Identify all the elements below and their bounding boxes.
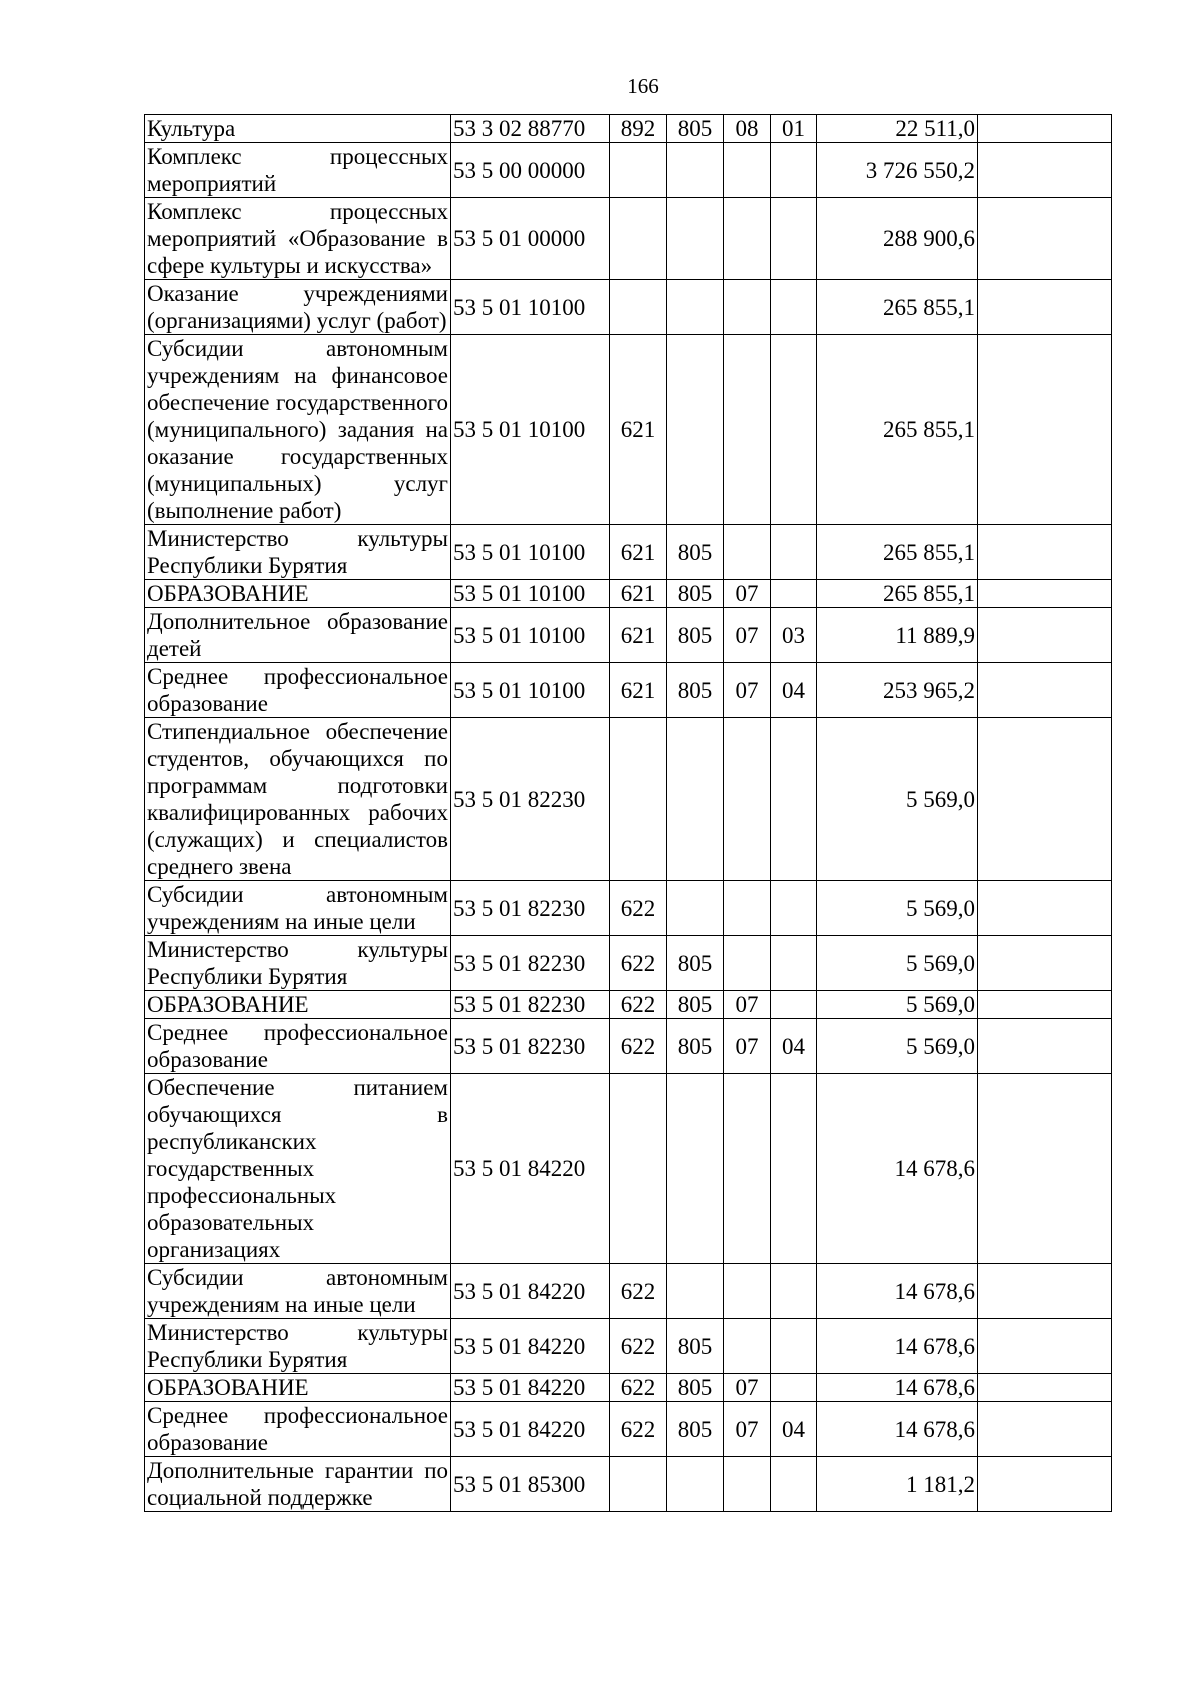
administrator-code: 805	[667, 1019, 724, 1074]
empty-cell	[978, 936, 1112, 991]
subsection-code	[771, 1074, 817, 1264]
empty-cell	[978, 991, 1112, 1019]
amount: 253 965,2	[817, 663, 978, 718]
amount: 1 181,2	[817, 1457, 978, 1512]
expense-type: 622	[610, 1264, 667, 1319]
empty-cell	[978, 1402, 1112, 1457]
subsection-code: 04	[771, 1019, 817, 1074]
empty-cell	[978, 1019, 1112, 1074]
subsection-code	[771, 1457, 817, 1512]
section-code	[724, 1264, 771, 1319]
table-row	[145, 335, 1112, 525]
budget-code: 53 5 01 84220	[451, 1319, 610, 1374]
empty-cell	[978, 115, 1112, 143]
table-row	[145, 1319, 1112, 1374]
empty-cell	[978, 608, 1112, 663]
administrator-code: 805	[667, 1402, 724, 1457]
empty-cell	[978, 1074, 1112, 1264]
empty-cell	[978, 663, 1112, 718]
amount: 265 855,1	[817, 580, 978, 608]
amount: 14 678,6	[817, 1264, 978, 1319]
table-row	[145, 608, 1112, 663]
empty-cell	[978, 198, 1112, 280]
section-code	[724, 1457, 771, 1512]
subsection-code	[771, 936, 817, 991]
administrator-code	[667, 1264, 724, 1319]
budget-code: 53 5 00 00000	[451, 143, 610, 198]
amount: 14 678,6	[817, 1319, 978, 1374]
section-code	[724, 335, 771, 525]
item-name: Оказание учреждениями (организациями) услуг (работ)	[145, 280, 451, 335]
budget-code: 53 5 01 85300	[451, 1457, 610, 1512]
budget-code: 53 5 01 82230	[451, 936, 610, 991]
item-name: Среднее профессиональное образование	[145, 1019, 451, 1074]
subsection-code: 01	[771, 115, 817, 143]
section-code	[724, 1074, 771, 1264]
item-name: Министерство культуры Республики Бурятия	[145, 936, 451, 991]
expense-type: 622	[610, 1374, 667, 1402]
subsection-code	[771, 198, 817, 280]
section-code	[724, 143, 771, 198]
budget-table	[144, 114, 1112, 1512]
item-name: Министерство культуры Республики Бурятия	[145, 525, 451, 580]
amount: 5 569,0	[817, 718, 978, 881]
table-body	[145, 115, 1112, 1512]
subsection-code	[771, 280, 817, 335]
budget-code: 53 5 01 10100	[451, 663, 610, 718]
item-name: Субсидии автономным учреждениям на иные цели	[145, 881, 451, 936]
budget-code: 53 5 01 84220	[451, 1074, 610, 1264]
subsection-code	[771, 991, 817, 1019]
administrator-code: 805	[667, 580, 724, 608]
section-code: 07	[724, 1374, 771, 1402]
subsection-code: 04	[771, 663, 817, 718]
budget-code: 53 5 01 82230	[451, 1019, 610, 1074]
section-code: 07	[724, 991, 771, 1019]
administrator-code: 805	[667, 1319, 724, 1374]
administrator-code	[667, 1457, 724, 1512]
subsection-code	[771, 718, 817, 881]
expense-type: 622	[610, 991, 667, 1019]
item-name: ОБРАЗОВАНИЕ	[145, 1374, 451, 1402]
expense-type: 621	[610, 663, 667, 718]
table-row	[145, 1019, 1112, 1074]
amount: 14 678,6	[817, 1374, 978, 1402]
budget-code: 53 5 01 84220	[451, 1402, 610, 1457]
budget-code: 53 5 01 82230	[451, 991, 610, 1019]
expense-type: 621	[610, 608, 667, 663]
expense-type: 621	[610, 525, 667, 580]
amount: 14 678,6	[817, 1074, 978, 1264]
subsection-code	[771, 1319, 817, 1374]
expense-type: 622	[610, 936, 667, 991]
item-name: Субсидии автономным учреждениям на иные цели	[145, 1264, 451, 1319]
empty-cell	[978, 1374, 1112, 1402]
budget-code: 53 3 02 88770	[451, 115, 610, 143]
subsection-code	[771, 525, 817, 580]
table-row	[145, 718, 1112, 881]
administrator-code: 805	[667, 663, 724, 718]
table-row	[145, 580, 1112, 608]
budget-code: 53 5 01 10100	[451, 280, 610, 335]
subsection-code: 03	[771, 608, 817, 663]
section-code: 07	[724, 580, 771, 608]
budget-code: 53 5 01 84220	[451, 1374, 610, 1402]
table-row	[145, 991, 1112, 1019]
budget-code: 53 5 01 10100	[451, 580, 610, 608]
table-row	[145, 1074, 1112, 1264]
item-name: Комплекс процессных мероприятий	[145, 143, 451, 198]
empty-cell	[978, 718, 1112, 881]
expense-type	[610, 280, 667, 335]
empty-cell	[978, 1457, 1112, 1512]
administrator-code: 805	[667, 991, 724, 1019]
item-name: Комплекс процессных мероприятий «Образование в сфере культуры и искусства»	[145, 198, 451, 280]
section-code	[724, 881, 771, 936]
section-code	[724, 1319, 771, 1374]
subsection-code: 04	[771, 1402, 817, 1457]
budget-code: 53 5 01 82230	[451, 718, 610, 881]
item-name: Обеспечение питанием обучающихся в республиканских государственных профессиональных образовательных организациях	[145, 1074, 451, 1264]
administrator-code	[667, 718, 724, 881]
expense-type	[610, 1457, 667, 1512]
table-row	[145, 280, 1112, 335]
budget-code: 53 5 01 10100	[451, 608, 610, 663]
amount: 288 900,6	[817, 198, 978, 280]
section-code	[724, 525, 771, 580]
expense-type: 892	[610, 115, 667, 143]
amount: 5 569,0	[817, 936, 978, 991]
expense-type: 621	[610, 335, 667, 525]
amount: 265 855,1	[817, 280, 978, 335]
amount: 22 511,0	[817, 115, 978, 143]
table-row	[145, 1264, 1112, 1319]
section-code: 07	[724, 1019, 771, 1074]
expense-type	[610, 718, 667, 881]
section-code: 07	[724, 663, 771, 718]
item-name: ОБРАЗОВАНИЕ	[145, 580, 451, 608]
table-row	[145, 881, 1112, 936]
expense-type	[610, 1074, 667, 1264]
item-name: Дополнительное образование детей	[145, 608, 451, 663]
empty-cell	[978, 143, 1112, 198]
section-code: 07	[724, 608, 771, 663]
administrator-code: 805	[667, 608, 724, 663]
table-row	[145, 1402, 1112, 1457]
administrator-code	[667, 881, 724, 936]
section-code	[724, 198, 771, 280]
table-row	[145, 1457, 1112, 1512]
administrator-code: 805	[667, 1374, 724, 1402]
administrator-code	[667, 280, 724, 335]
amount: 14 678,6	[817, 1402, 978, 1457]
administrator-code: 805	[667, 525, 724, 580]
table-row	[145, 936, 1112, 991]
amount: 11 889,9	[817, 608, 978, 663]
table-row	[145, 143, 1112, 198]
section-code: 08	[724, 115, 771, 143]
budget-code: 53 5 01 82230	[451, 881, 610, 936]
subsection-code	[771, 335, 817, 525]
amount: 5 569,0	[817, 881, 978, 936]
expense-type: 622	[610, 1019, 667, 1074]
empty-cell	[978, 1319, 1112, 1374]
section-code	[724, 280, 771, 335]
subsection-code	[771, 143, 817, 198]
administrator-code	[667, 198, 724, 280]
amount: 5 569,0	[817, 1019, 978, 1074]
amount: 265 855,1	[817, 525, 978, 580]
subsection-code	[771, 881, 817, 936]
subsection-code	[771, 1264, 817, 1319]
expense-type: 622	[610, 1402, 667, 1457]
empty-cell	[978, 1264, 1112, 1319]
item-name: Среднее профессиональное образование	[145, 663, 451, 718]
empty-cell	[978, 580, 1112, 608]
table-row	[145, 198, 1112, 280]
expense-type	[610, 143, 667, 198]
budget-code: 53 5 01 84220	[451, 1264, 610, 1319]
administrator-code: 805	[667, 115, 724, 143]
table-row	[145, 525, 1112, 580]
item-name: Культура	[145, 115, 451, 143]
empty-cell	[978, 881, 1112, 936]
section-code: 07	[724, 1402, 771, 1457]
table-row	[145, 115, 1112, 143]
empty-cell	[978, 525, 1112, 580]
administrator-code	[667, 335, 724, 525]
table-row	[145, 663, 1112, 718]
budget-code: 53 5 01 10100	[451, 525, 610, 580]
page-number: 166	[627, 74, 659, 98]
empty-cell	[978, 335, 1112, 525]
amount: 5 569,0	[817, 991, 978, 1019]
section-code	[724, 936, 771, 991]
administrator-code	[667, 1074, 724, 1264]
expense-type: 621	[610, 580, 667, 608]
administrator-code	[667, 143, 724, 198]
item-name: Министерство культуры Республики Бурятия	[145, 1319, 451, 1374]
item-name: Стипендиальное обеспечение студентов, обучающихся по программам подготовки квалифицированных рабочих (служащих) и специалистов среднего звена	[145, 718, 451, 881]
expense-type: 622	[610, 1319, 667, 1374]
item-name: Среднее профессиональное образование	[145, 1402, 451, 1457]
table-row	[145, 1374, 1112, 1402]
budget-code: 53 5 01 10100	[451, 335, 610, 525]
administrator-code: 805	[667, 936, 724, 991]
subsection-code	[771, 580, 817, 608]
expense-type: 622	[610, 881, 667, 936]
empty-cell	[978, 280, 1112, 335]
item-name: Дополнительные гарантии по социальной поддержке	[145, 1457, 451, 1512]
item-name: ОБРАЗОВАНИЕ	[145, 991, 451, 1019]
amount: 3 726 550,2	[817, 143, 978, 198]
item-name: Субсидии автономным учреждениям на финансовое обеспечение государственного (муниципального) задания на оказание государственных (муниципальных) услуг (выполнение работ)	[145, 335, 451, 525]
subsection-code	[771, 1374, 817, 1402]
amount: 265 855,1	[817, 335, 978, 525]
budget-code: 53 5 01 00000	[451, 198, 610, 280]
expense-type	[610, 198, 667, 280]
section-code	[724, 718, 771, 881]
